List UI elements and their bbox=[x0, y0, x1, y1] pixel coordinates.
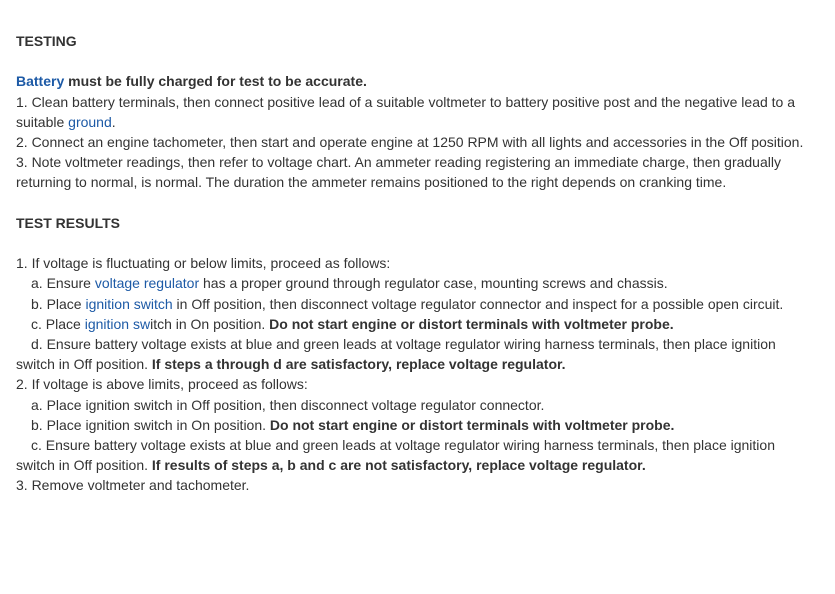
result-2b-pre: b. Place ignition switch in On position. bbox=[31, 416, 270, 433]
battery-note bbox=[16, 71, 806, 91]
battery-link[interactable]: Battery bbox=[16, 73, 65, 90]
result-2c bbox=[16, 435, 806, 475]
testing-step-1 bbox=[16, 92, 806, 132]
result-1d bbox=[16, 334, 806, 374]
result-2b bbox=[16, 415, 806, 435]
testing-heading: TESTING bbox=[16, 33, 77, 49]
spacer bbox=[16, 193, 806, 213]
result-2b-warning: Do not start engine or distort terminals with voltmeter probe. bbox=[269, 416, 675, 433]
result-1a-post: has a proper ground through regulator case, mounting screws and chassis. bbox=[199, 275, 668, 292]
result-1c bbox=[16, 314, 806, 334]
result-1b bbox=[16, 294, 806, 314]
ignition-switch-link[interactable]: ignition switch bbox=[85, 295, 173, 312]
ground-link[interactable]: ground bbox=[68, 113, 112, 130]
testing-step-3: 3. Note voltmeter readings, then refer to voltage chart. An ammeter reading registering an immediate charge, then gradually returning to normal, is normal. The duration the ammeter remains positioned to the right depends on cranking time. bbox=[16, 154, 781, 191]
spacer bbox=[16, 51, 806, 71]
voltage-regulator-link[interactable]: voltage regulator bbox=[94, 275, 200, 292]
spacer bbox=[16, 233, 806, 253]
result-1: 1. If voltage is fluctuating or below limits, proceed as follows: bbox=[16, 255, 391, 272]
result-2c-conclusion: If results of steps a, b and c are not satisfactory, replace voltage regulator. bbox=[151, 457, 646, 474]
result-1b-pre: b. Place bbox=[31, 295, 86, 312]
result-1d-conclusion: If steps a through d are satisfactory, replace voltage regulator. bbox=[151, 356, 566, 373]
result-1a bbox=[16, 273, 806, 293]
result-2a: a. Place ignition switch in Off position, then disconnect voltage regulator connector. bbox=[31, 396, 545, 413]
result-1a-pre: a. Ensure bbox=[31, 275, 95, 292]
result-3: 3. Remove voltmeter and tachometer. bbox=[16, 477, 250, 494]
result-1b-post: in Off position, then disconnect voltage regulator connector and inspect for a possible open circuit. bbox=[172, 295, 784, 312]
result-1c-mid: itch in On position. bbox=[150, 315, 270, 332]
testing-step-1-end: . bbox=[111, 113, 116, 130]
ignition-switch-link-2[interactable]: ignition sw bbox=[84, 315, 151, 332]
result-1d-pre: d. Ensure battery voltage exists at blue and green leads at voltage regulator wiring harness terminals, then place ignition switch in Off position. bbox=[16, 336, 776, 373]
battery-note-text: must be fully charged for test to be accurate. bbox=[64, 73, 367, 90]
testing-step-1-text: 1. Clean battery terminals, then connect positive lead of a suitable voltmeter to battery positive post and the negative lead to a suitable bbox=[16, 93, 796, 130]
test-results-heading: TEST RESULTS bbox=[16, 214, 120, 231]
result-1c-pre: c. Place bbox=[31, 315, 85, 332]
testing-step-2: 2. Connect an engine tachometer, then start and operate engine at 1250 RPM with all lights and accessories in the Off position. bbox=[16, 134, 804, 150]
result-2: 2. If voltage is above limits, proceed as follows: bbox=[16, 376, 308, 393]
result-2c-pre: c. Ensure battery voltage exists at blue and green leads at voltage regulator wiring harness terminals, then place ignition switch in Off position. bbox=[16, 437, 775, 474]
result-1c-warning: Do not start engine or distort terminals with voltmeter probe. bbox=[269, 315, 674, 332]
